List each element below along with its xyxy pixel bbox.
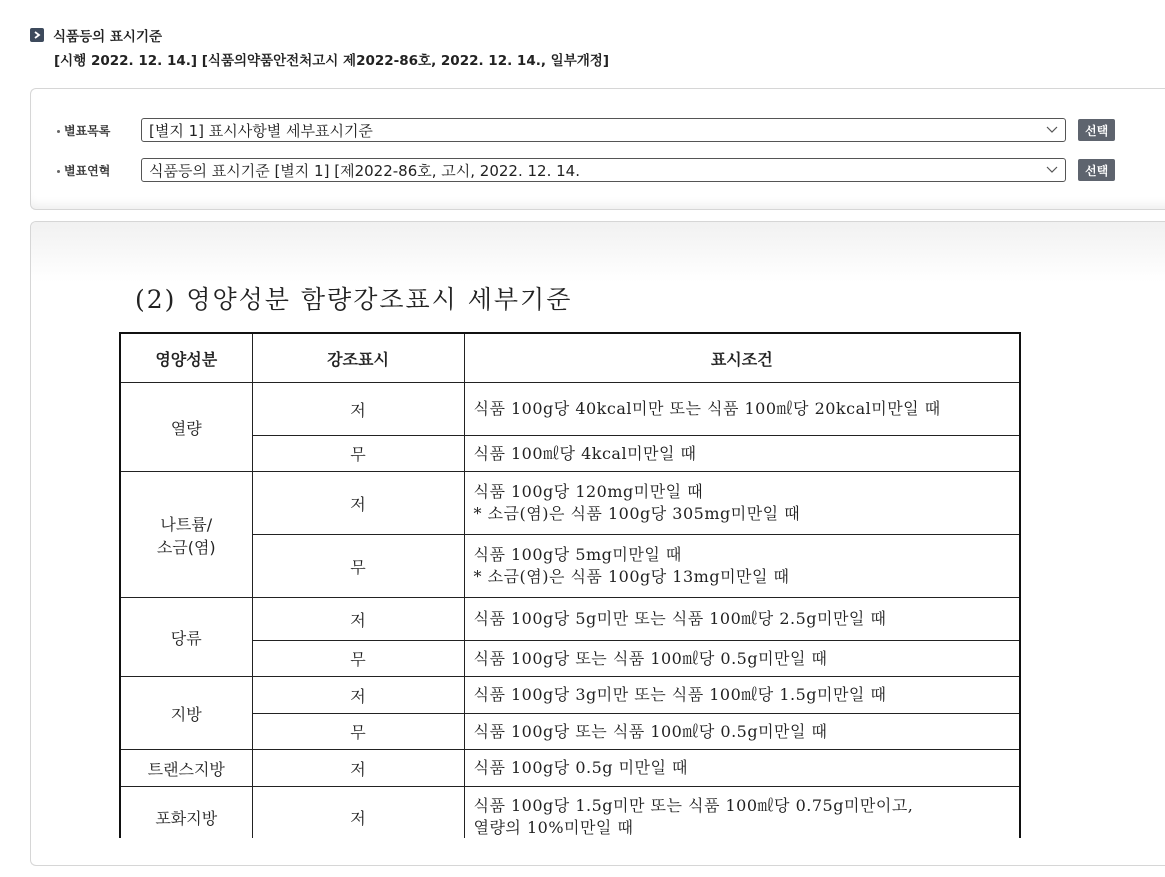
emphasis-cell: 무 [252, 535, 464, 598]
page-title: 식품등의 표시기준 [53, 29, 163, 45]
table-row [120, 677, 1020, 714]
condition-cell: 식품 100g당 40kcal미만 또는 식품 100㎖당 20kcal미만일 때 [464, 383, 1020, 436]
condition-cell: 식품 100g당 120mg미만일 때 * 소금(염)은 식품 100g당 305mg미만일 때 [464, 472, 1020, 535]
appendix-list-label [31, 122, 141, 139]
bullet-dot [57, 170, 60, 173]
nutrient-cell: 당류 [120, 598, 252, 677]
condition-cell: 식품 100g당 1.5g미만 또는 식품 100㎖당 0.75g미만이고, 열량의 10%미만일 때 [464, 787, 1020, 839]
appendix-list-label-text: 별표목록 [64, 123, 111, 138]
emphasis-cell: 저 [252, 383, 464, 436]
emphasis-cell: 무 [252, 714, 464, 750]
table-header-row [120, 333, 1020, 383]
condition-cell: 식품 100㎖당 4kcal미만일 때 [464, 436, 1020, 472]
table-row [120, 598, 1020, 641]
table-row [120, 787, 1020, 839]
emphasis-cell: 무 [252, 436, 464, 472]
emphasis-cell: 저 [252, 750, 464, 787]
bullet-dot [57, 130, 60, 133]
condition-cell: 식품 100g당 3g미만 또는 식품 100㎖당 1.5g미만일 때 [464, 677, 1020, 714]
appendix-list-row [31, 118, 1115, 142]
emphasis-cell: 저 [252, 677, 464, 714]
nutrient-cell: 열량 [120, 383, 252, 472]
appendix-document-image [31, 222, 1165, 838]
column-header: 영양성분 [120, 333, 252, 383]
arrow-right-icon [30, 28, 44, 42]
table-row [120, 714, 1020, 750]
chevron-down-icon [1046, 126, 1058, 134]
appendix-list-select-button[interactable]: 선택 [1078, 119, 1115, 141]
table-row [120, 472, 1020, 535]
condition-cell: 식품 100g당 또는 식품 100㎖당 0.5g미만일 때 [464, 714, 1020, 750]
column-header: 표시조건 [464, 333, 1020, 383]
condition-cell: 식품 100g당 0.5g 미만일 때 [464, 750, 1020, 787]
chevron-down-icon [1046, 166, 1058, 174]
emphasis-cell: 무 [252, 641, 464, 677]
appendix-list-selected-value: [별지 1] 표시사항별 세부표시기준 [149, 121, 373, 140]
emphasis-cell: 저 [252, 598, 464, 641]
appendix-content-panel [30, 221, 1165, 866]
nutrient-cell: 포화지방 [120, 787, 252, 839]
appendix-history-selected-value: 식품등의 표시기준 [별지 1] [제2022-86호, 고시, 2022. 12. 14. [149, 161, 580, 180]
table-row [120, 436, 1020, 472]
nutrient-cell: 트랜스지방 [120, 750, 252, 787]
table-row [120, 641, 1020, 677]
appendix-selector-panel [30, 88, 1165, 210]
column-header: 강조표시 [252, 333, 464, 383]
condition-cell: 식품 100g당 또는 식품 100㎖당 0.5g미만일 때 [464, 641, 1020, 677]
appendix-list-select[interactable] [141, 118, 1066, 142]
emphasis-cell: 저 [252, 787, 464, 839]
appendix-history-select[interactable] [141, 158, 1066, 182]
nutrient-cell: 나트륨/ 소금(염) [120, 472, 252, 598]
condition-cell: 식품 100g당 5g미만 또는 식품 100㎖당 2.5g미만일 때 [464, 598, 1020, 641]
document-header [30, 25, 609, 69]
condition-cell: 식품 100g당 5mg미만일 때 * 소금(염)은 식품 100g당 13mg미만일 때 [464, 535, 1020, 598]
appendix-history-row [31, 158, 1115, 182]
table-row [120, 383, 1020, 436]
table-row [120, 535, 1020, 598]
emphasis-cell: 저 [252, 472, 464, 535]
appendix-history-label-text: 별표연혁 [64, 163, 111, 178]
section-title: (2) 영양성분 함량강조표시 세부기준 [135, 285, 573, 314]
appendix-history-select-button[interactable]: 선택 [1078, 159, 1115, 181]
nutrient-claim-table [119, 332, 1021, 838]
enforcement-info: [시행 2022. 12. 14.] [식품의약품안전처고시 제2022-86호, 2022. 12. 14., 일부개정] [54, 53, 609, 69]
appendix-history-label [31, 162, 141, 179]
nutrient-cell: 지방 [120, 677, 252, 750]
table-row [120, 750, 1020, 787]
